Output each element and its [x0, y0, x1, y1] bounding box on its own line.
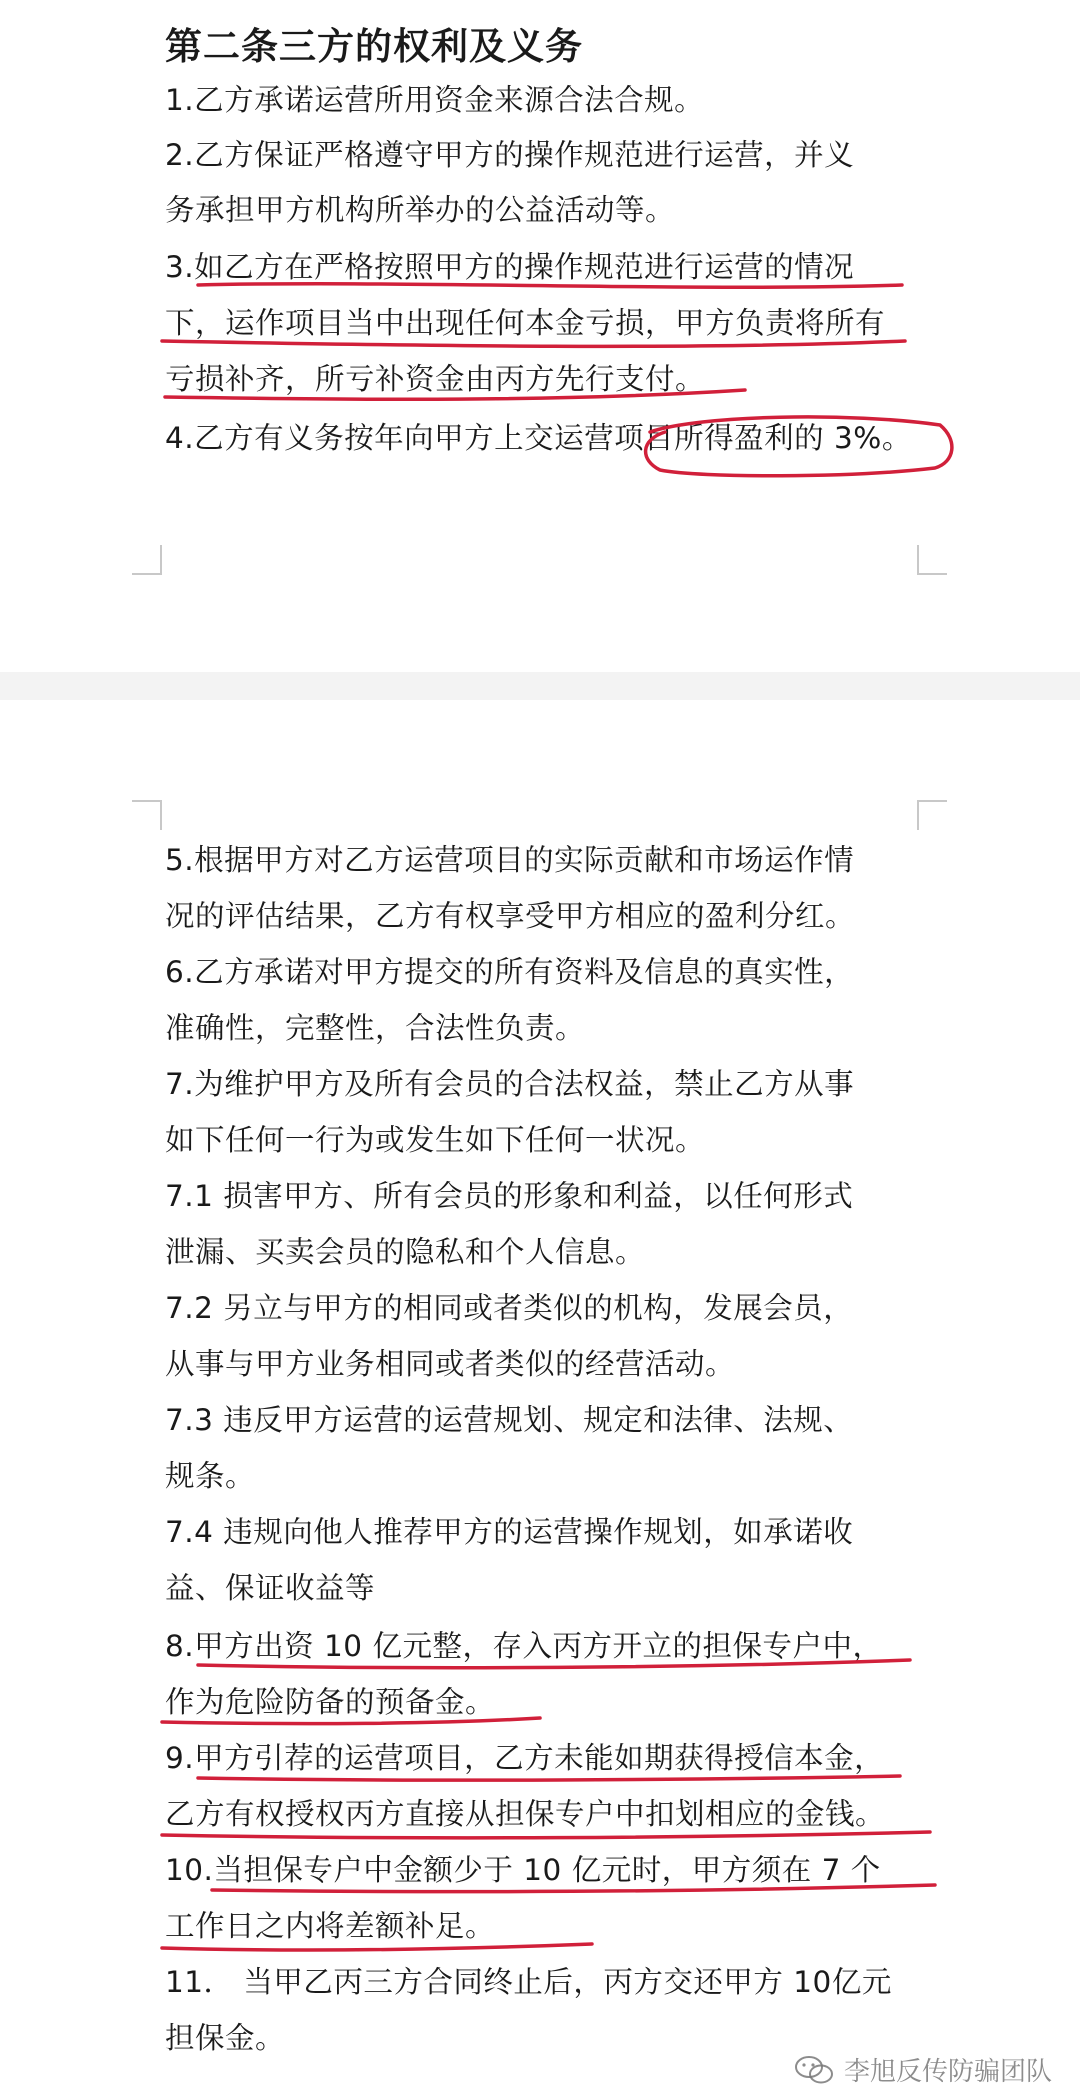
section-title: 第二条三方的权利及义务	[165, 25, 583, 68]
page-corner-mark	[917, 800, 947, 830]
page-corner-mark	[917, 545, 947, 575]
page-corner-mark	[132, 545, 162, 575]
clause-line: 准确性，完整性，合法性负责。	[165, 1011, 586, 1045]
clause-line: 乙方有权授权丙方直接从担保专户中扣划相应的金钱。	[165, 1797, 886, 1831]
clause-line: 2.乙方保证严格遵守甲方的操作规范进行运营，并义	[165, 138, 855, 172]
clause-line: 亏损补齐，所亏补资金由丙方先行支付。	[165, 362, 706, 396]
clause-line: 11． 当甲乙丙三方合同终止后，丙方交还甲方 10亿元	[165, 1965, 892, 1999]
document-page-2	[0, 700, 1080, 2100]
clause-line: 8.甲方出资 10 亿元整，存入丙方开立的担保专户中，	[165, 1629, 883, 1663]
page-corner-mark	[132, 800, 162, 830]
watermark-text: 李旭反传防骗团队	[843, 2057, 1052, 2087]
clause-line: 7.2 另立与甲方的相同或者类似的机构，发展会员，	[165, 1291, 854, 1325]
clause-line: 10.当担保专户中金额少于 10 亿元时，甲方须在 7 个	[165, 1853, 881, 1887]
clause-line: 规条。	[165, 1459, 256, 1493]
clause-line: 1.乙方承诺运营所用资金来源合法合规。	[165, 83, 705, 117]
clause-line: 泄漏、买卖会员的隐私和个人信息。	[165, 1235, 646, 1269]
clause-line: 7.1 损害甲方、所有会员的形象和利益，以任何形式	[165, 1179, 854, 1213]
clause-line: 3.如乙方在严格按照甲方的操作规范进行运营的情况	[165, 250, 855, 284]
clause-line: 如下任何一行为或发生如下任何一状况。	[165, 1123, 706, 1157]
clause-line: 下，运作项目当中出现任何本金亏损，甲方负责将所有	[165, 306, 886, 340]
clause-line: 况的评估结果，乙方有权享受甲方相应的盈利分红。	[165, 899, 856, 933]
document-page-1	[0, 0, 1080, 672]
clause-line: 工作日之内将差额补足。	[165, 1909, 496, 1943]
watermark	[794, 2051, 1052, 2088]
wechat-icon	[794, 2055, 834, 2085]
clause-line: 担保金。	[165, 2021, 286, 2055]
clause-line: 9.甲方引荐的运营项目，乙方未能如期获得授信本金，	[165, 1741, 885, 1775]
clause-line: 务承担甲方机构所举办的公益活动等。	[165, 193, 676, 227]
clause-line: 7.4 违规向他人推荐甲方的运营操作规划，如承诺收	[165, 1515, 854, 1549]
clause-line: 5.根据甲方对乙方运营项目的实际贡献和市场运作情	[165, 843, 855, 877]
clause-line: 6.乙方承诺对甲方提交的所有资料及信息的真实性，	[165, 955, 855, 989]
clause-line: 4.乙方有义务按年向甲方上交运营项目所得盈利的 3%。	[165, 421, 912, 455]
clause-line: 7.为维护甲方及所有会员的合法权益，禁止乙方从事	[165, 1067, 855, 1101]
page-gap	[0, 672, 1080, 700]
clause-line: 益、保证收益等	[165, 1571, 376, 1605]
clause-line: 作为危险防备的预备金。	[165, 1685, 496, 1719]
clause-line: 从事与甲方业务相同或者类似的经营活动。	[165, 1347, 736, 1381]
clause-line: 7.3 违反甲方运营的运营规划、规定和法律、法规、	[165, 1403, 854, 1437]
